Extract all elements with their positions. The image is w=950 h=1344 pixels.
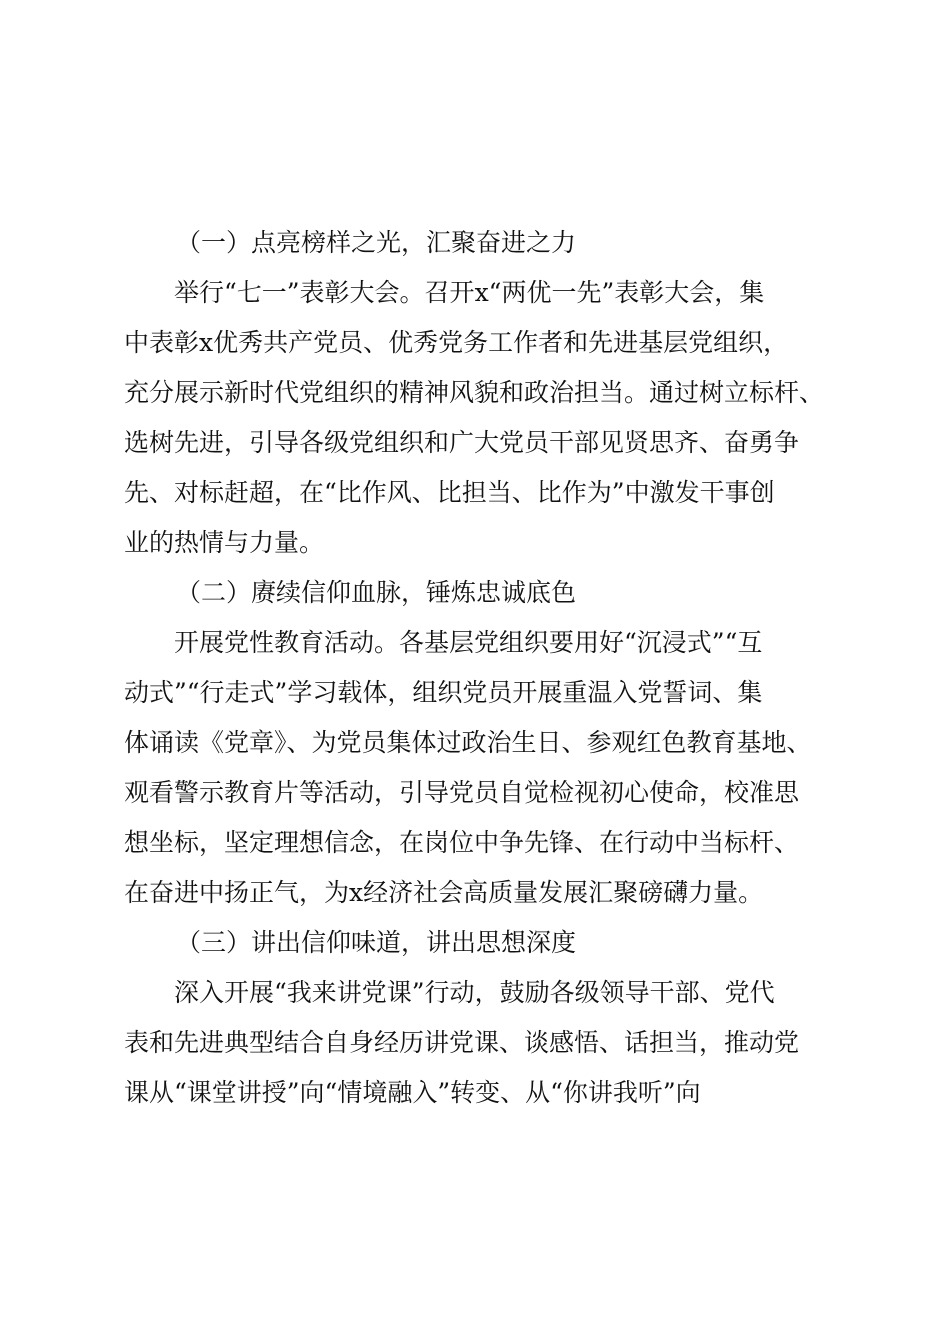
section-heading-1: （一）点亮榜样之光，汇聚奋进之力 — [176, 228, 577, 257]
section-heading-3: （三）讲出信仰味道，讲出思想深度 — [176, 928, 577, 957]
paragraph-line: 选树先进，引导各级党组织和广大党员干部见贤思齐、奋勇争 — [124, 428, 800, 457]
section-heading-2: （二）赓续信仰血脉，锤炼忠诚底色 — [176, 578, 577, 607]
paragraph-line: 举行“七一”表彰大会。召开x“两优一先”表彰大会，集 — [174, 278, 765, 307]
paragraph-line: 业的热情与力量。 — [124, 528, 325, 557]
paragraph-line: 体诵读《党章》、为党员集体过政治生日、参观红色教育基地、 — [124, 728, 812, 757]
paragraph-line: 表和先进典型结合自身经历讲党课、谈感悟、话担当，推动党 — [124, 1028, 800, 1057]
paragraph-line: 先、对标赶超，在“比作风、比担当、比作为”中激发干事创 — [124, 478, 775, 507]
paragraph-line: 在奋进中扬正气，为x经济社会高质量发展汇聚磅礴力量。 — [124, 878, 764, 907]
paragraph-line: 动式”“行走式”学习载体，组织党员开展重温入党誓词、集 — [124, 678, 763, 707]
paragraph-line: 深入开展“我来讲党课”行动，鼓励各级领导干部、党代 — [174, 978, 775, 1007]
paragraph-line: 中表彰x优秀共产党员、优秀党务工作者和先进基层党组织， — [124, 328, 789, 357]
paragraph-line: 开展党性教育活动。各基层党组织要用好“沉浸式”“互 — [174, 628, 763, 657]
paragraph-line: 想坐标，坚定理想信念，在岗位中争先锋、在行动中当标杆、 — [124, 828, 800, 857]
paragraph-line: 充分展示新时代党组织的精神风貌和政治担当。通过树立标杆、 — [124, 378, 825, 407]
paragraph-line: 观看警示教育片等活动，引导党员自觉检视初心使命，校准思 — [124, 778, 800, 807]
paragraph-line: 课从“课堂讲授”向“情境融入”转变、从“你讲我听”向 — [124, 1078, 701, 1107]
